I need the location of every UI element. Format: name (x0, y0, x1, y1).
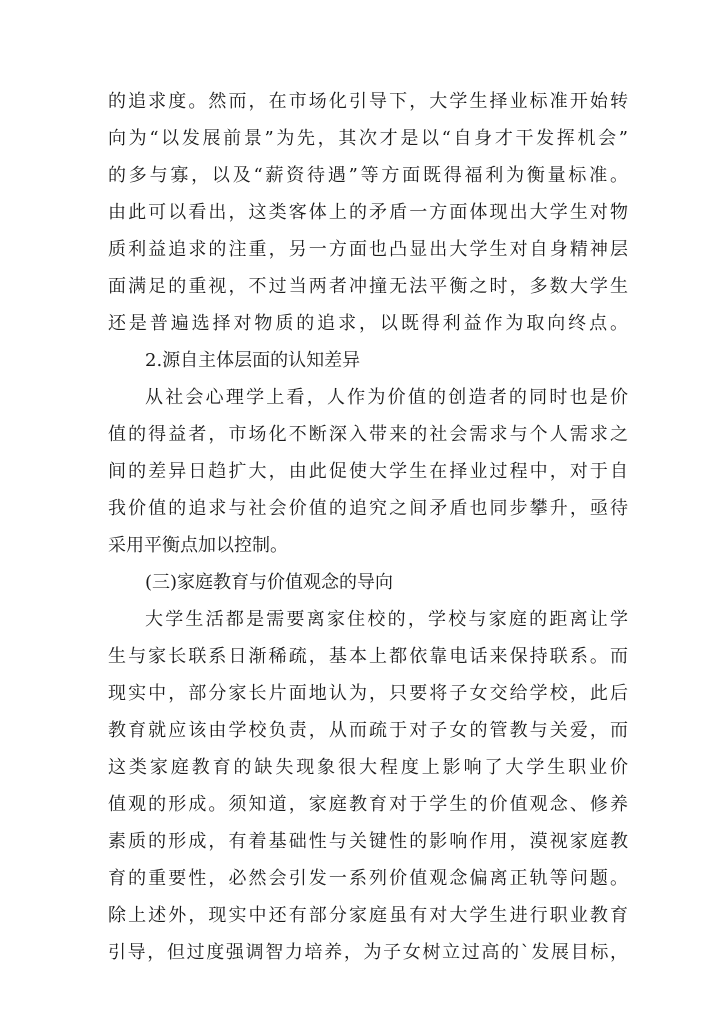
section-heading: 2.源自主体层面的认知差异 (145, 350, 361, 371)
text-line: 育的重要性，必然会引发一系列价值观念偏离正轨等问题。 (108, 868, 628, 889)
text-line: 生与家长联系日渐稀疏，基本上都依靠电话来保持联系。而 (108, 646, 628, 667)
text-line: 值的得益者，市场化不断深入带来的社会需求与个人需求之 (108, 424, 628, 445)
text-line: 大学生活都是需要离家住校的，学校与家庭的距离让学 (145, 609, 628, 630)
text-line: 素质的形成，有着基础性与关键性的影响作用，漠视家庭教 (108, 831, 628, 852)
text-line: 从社会心理学上看，人作为价值的创造者的同时也是价 (145, 387, 628, 408)
text-line: 向为“以发展前景”为先，其次才是以“自身才干发挥机会” (108, 128, 628, 149)
text-line: 的追求度。然而，在市场化引导下，大学生择业标准开始转 (108, 91, 628, 112)
text-line: 面满足的重视，不过当两者冲撞无法平衡之时，多数大学生 (108, 276, 628, 297)
text-line: 教育就应该由学校负责，从而疏于对子女的管教与关爱，而 (108, 720, 628, 741)
text-line: 质利益追求的注重，另一方面也凸显出大学生对自身精神层 (108, 239, 628, 260)
text-line: 引导，但过度强调智力培养，为子女树立过高的`发展目标， (108, 942, 628, 963)
section-heading: (三)家庭教育与价值观念的导向 (145, 572, 394, 593)
text-line: 间的差异日趋扩大，由此促使大学生在择业过程中，对于自 (108, 461, 628, 482)
text-line: 的多与寡，以及“薪资待遇”等方面既得福利为衡量标准。 (108, 165, 628, 186)
text-line: 还是普遍选择对物质的追求，以既得利益作为取向终点。 (108, 313, 628, 334)
text-line: 值观的形成。须知道，家庭教育对于学生的价值观念、修养 (108, 794, 628, 815)
text-line: 除上述外，现实中还有部分家庭虽有对大学生进行职业教育 (108, 905, 628, 926)
text-line: 现实中，部分家长片面地认为，只要将子女交给学校，此后 (108, 683, 628, 704)
text-line: 我价值的追求与社会价值的追究之间矛盾也同步攀升，亟待 (108, 498, 628, 519)
text-line: 采用平衡点加以控制。 (108, 535, 288, 556)
text-line: 这类家庭教育的缺失现象很大程度上影响了大学生职业价 (108, 757, 628, 778)
text-line: 由此可以看出，这类客体上的矛盾一方面体现出大学生对物 (108, 202, 628, 223)
